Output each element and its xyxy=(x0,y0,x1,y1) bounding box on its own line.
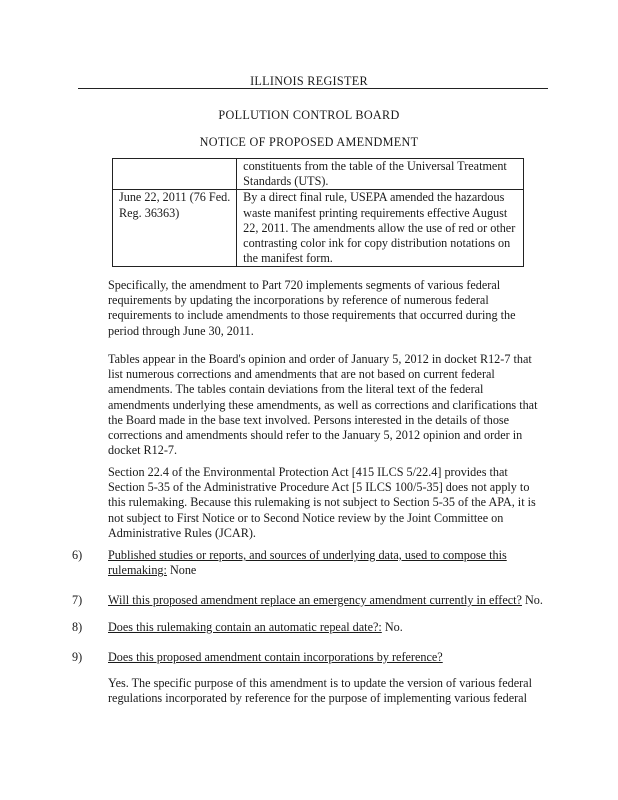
item-answer: None xyxy=(169,563,197,578)
item-number: 9) xyxy=(72,650,83,664)
table-row xyxy=(113,159,524,190)
register-title: ILLINOIS REGISTER xyxy=(250,74,368,88)
paragraph-section-22-4: Section 22.4 of the Environmental Protection Act [415 ILCS 5/22.4] provides that Section 5-35 of the Administrative Procedure Act [5 ILCS 100/5-35] does not apply to this rulemaking. Because this rulemaking is not subject to Section 5-35 of the APA, it is not subject to First Notice or to Second Notice review by the Joint Committee on Administrative Rules (JCAR). xyxy=(108,465,536,540)
table-cell-description: By a direct final rule, USEPA amended the hazardous waste manifest printing requirements effective August 22, 2011. The amendments allow the use of red or other contrasting color ink for copy distribution notations on the manifest form. xyxy=(237,190,524,267)
item-question: Does this proposed amendment contain incorporations by reference? xyxy=(108,650,443,664)
header-rule xyxy=(78,88,548,89)
paragraph-tables: Tables appear in the Board's opinion and order of January 5, 2012 in docket R12-7 that list numerous corrections and amendments that are not based on current federal amendments. The tables contain deviations from the literal text of the federal amendments underlying these amendments, as well as corrections and clarifications that the Board made in the base text involved. Persons interested in the details of those corrections and amendments should refer to the January 5, 2012 opinion and order in docket R12-7. xyxy=(108,352,538,458)
table-cell-date xyxy=(113,159,237,190)
paragraph-yes: Yes. The specific purpose of this amendment is to update the version of various federal regulations incorporated by reference for the purpose of implementing various federal xyxy=(108,676,532,706)
amendments-table xyxy=(112,158,524,267)
item-question: Will this proposed amendment replace an emergency amendment currently in effect? xyxy=(108,593,522,607)
table-row xyxy=(113,190,524,267)
item-question: Published studies or reports, and sources of underlying data, used to compose this rulemaking: xyxy=(108,548,507,578)
item-answer: No. xyxy=(525,593,543,607)
item-number: 8) xyxy=(72,620,83,634)
notice-title: NOTICE OF PROPOSED AMENDMENT xyxy=(199,135,419,149)
paragraph-specifically: Specifically, the amendment to Part 720 implements segments of various federal requirements by updating the incorporations by reference of numerous federal requirements to include amendments to those requirements that occurred during the period through June 30, 2011. xyxy=(108,278,516,338)
table-cell-date: June 22, 2011 (76 Fed. Reg. 36363) xyxy=(113,190,237,267)
item-question: Does this rulemaking contain an automatic repeal date?: xyxy=(108,620,382,634)
item-number: 7) xyxy=(72,593,83,607)
item-answer: No. xyxy=(384,620,403,634)
board-title: POLLUTION CONTROL BOARD xyxy=(218,108,400,122)
table-cell-description: constituents from the table of the Universal Treatment Standards (UTS). xyxy=(237,159,524,190)
item-number: 6) xyxy=(72,548,83,562)
